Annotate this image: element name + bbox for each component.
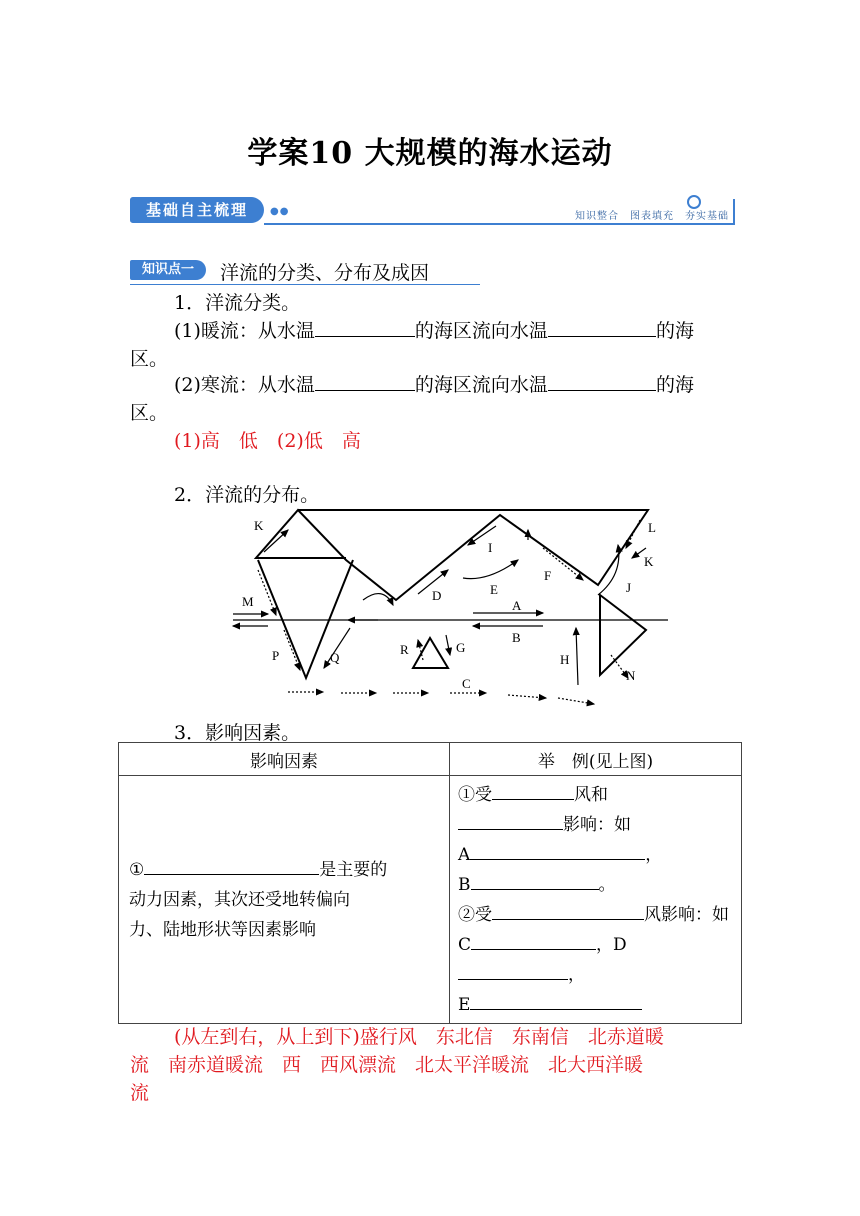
ex-blank-c[interactable] bbox=[471, 931, 596, 950]
map-label-h: H bbox=[560, 652, 570, 667]
arrow-h bbox=[576, 628, 578, 685]
continent-outline-au bbox=[600, 595, 646, 675]
factor-line-3: 力、陆地形状等因素影响 bbox=[129, 919, 316, 940]
ex-blank-wind-2[interactable] bbox=[458, 811, 563, 830]
ex-r2-d: E bbox=[458, 994, 471, 1015]
factor-cell bbox=[119, 776, 450, 1024]
continent-outline-small bbox=[413, 638, 448, 668]
table-header-row bbox=[119, 743, 742, 776]
ex-r2-c-mid: ，D bbox=[596, 934, 627, 955]
factors-table bbox=[118, 742, 742, 1024]
ex-blank-west[interactable] bbox=[492, 901, 644, 920]
warm-prefix: (1)暖流：从水温 bbox=[174, 320, 315, 342]
banner-divider bbox=[264, 223, 735, 225]
map-label-k: K bbox=[254, 518, 264, 533]
banner-badge: 基础自主梳理 bbox=[130, 197, 264, 223]
map-label-p: P bbox=[272, 648, 280, 663]
factor-line-2: 动力因素，其次还受地转偏向 bbox=[129, 889, 350, 910]
ex-r1-c: 影响：如 bbox=[563, 814, 631, 835]
warm-blank-1[interactable] bbox=[315, 318, 415, 337]
map-label-k2: K bbox=[644, 554, 654, 569]
knowledge-point-title: 洋流的分类、分布及成因 bbox=[220, 262, 430, 284]
ex-r1-d: A bbox=[458, 844, 471, 865]
arrow-c5 bbox=[508, 695, 546, 698]
section3-answer-line-1: (从左到右，从上到下)盛行风 东北信 东南信 北赤道暖 bbox=[174, 1026, 664, 1048]
ex-r1-e: B bbox=[458, 874, 471, 895]
section-banner bbox=[130, 195, 735, 227]
ex-r2-b: 风影响：如 bbox=[644, 904, 729, 925]
map-label-j: J bbox=[626, 580, 632, 595]
map-label-n: N bbox=[626, 668, 636, 683]
ex-blank-b[interactable] bbox=[471, 871, 599, 890]
map-label-l: L bbox=[648, 520, 656, 535]
ex-blank-e[interactable] bbox=[470, 991, 642, 1010]
map-label-e: E bbox=[490, 582, 498, 597]
section3-answer-line-3: 流 bbox=[130, 1082, 150, 1104]
knowledge-point-header bbox=[130, 258, 480, 285]
warm-tail: 区。 bbox=[130, 348, 169, 370]
map-label-m: M bbox=[242, 594, 254, 609]
continent-outline-north bbox=[256, 510, 648, 600]
banner-subtitle: 知识整合 图表填充 夯实基础 bbox=[575, 211, 729, 222]
section3-heading: 3．影响因素。 bbox=[174, 722, 301, 744]
map-label-g: G bbox=[456, 640, 466, 655]
ex-r2-a: ②受 bbox=[458, 904, 492, 925]
map-label-q: Q bbox=[330, 650, 340, 665]
factor-blank[interactable] bbox=[144, 856, 319, 875]
arrow-k bbox=[264, 530, 288, 552]
header-example: 举 例(见上图) bbox=[450, 743, 742, 776]
factor-suffix: 是主要的 bbox=[319, 859, 388, 880]
arrow-loop bbox=[363, 594, 393, 605]
ex-r1-a: ①受 bbox=[458, 784, 492, 805]
factor-prefix: ① bbox=[129, 859, 145, 880]
ex-blank-d[interactable] bbox=[458, 961, 568, 980]
cold-suffix: 的海 bbox=[655, 374, 694, 396]
arrow-g bbox=[446, 635, 450, 655]
ex-r1-d-end: ， bbox=[645, 844, 663, 865]
table-row bbox=[119, 776, 742, 1024]
cold-blank-1[interactable] bbox=[315, 372, 415, 391]
section1-heading: 1．洋流分类。 bbox=[174, 292, 301, 314]
map-label-c: C bbox=[462, 676, 471, 691]
map-label-b: B bbox=[512, 630, 521, 645]
arrow-m-dotted bbox=[258, 570, 276, 615]
arrow-c6 bbox=[558, 698, 594, 704]
banner-end-cap bbox=[733, 199, 735, 225]
cold-prefix: (2)寒流：从水温 bbox=[174, 374, 315, 396]
cold-tail: 区。 bbox=[130, 402, 169, 424]
warm-current-line bbox=[174, 316, 694, 343]
map-label-d: D bbox=[432, 588, 442, 603]
arrow-p bbox=[284, 630, 300, 670]
map-label-a: A bbox=[512, 598, 522, 613]
section2-heading: 2．洋流的分布。 bbox=[174, 484, 320, 506]
warm-blank-2[interactable] bbox=[548, 318, 656, 337]
cold-current-line bbox=[174, 370, 694, 397]
arrow-e bbox=[463, 560, 518, 579]
knowledge-point-badge: 知识点一 bbox=[130, 260, 206, 280]
warm-mid: 的海区流向水温 bbox=[414, 320, 548, 342]
ex-blank-wind-1[interactable] bbox=[492, 781, 574, 800]
ex-r1-e-end: 。 bbox=[598, 874, 616, 895]
ex-blank-a[interactable] bbox=[470, 841, 645, 860]
map-label-r: R bbox=[400, 642, 409, 657]
map-label-i: I bbox=[488, 540, 493, 555]
ex-r2-c-end: ， bbox=[568, 964, 585, 985]
ocean-current-diagram bbox=[228, 500, 678, 710]
banner-dots: ●● bbox=[270, 206, 290, 217]
map-label-f: F bbox=[544, 568, 552, 583]
cold-mid: 的海区流向水温 bbox=[414, 374, 548, 396]
cold-blank-2[interactable] bbox=[548, 372, 656, 391]
section3-answer-line-2: 流 南赤道暖流 西 西风漂流 北太平洋暖流 北大西洋暖 bbox=[130, 1054, 644, 1076]
page-title: 学案10 大规模的海水运动 bbox=[247, 136, 613, 171]
header-factor: 影响因素 bbox=[119, 743, 450, 776]
warm-suffix: 的海 bbox=[655, 320, 694, 342]
ex-r1-b: 风和 bbox=[574, 784, 608, 805]
ex-r2-c: C bbox=[458, 934, 472, 955]
section1-answer: (1)高 低 (2)低 高 bbox=[174, 430, 361, 452]
example-cell bbox=[450, 776, 742, 1024]
